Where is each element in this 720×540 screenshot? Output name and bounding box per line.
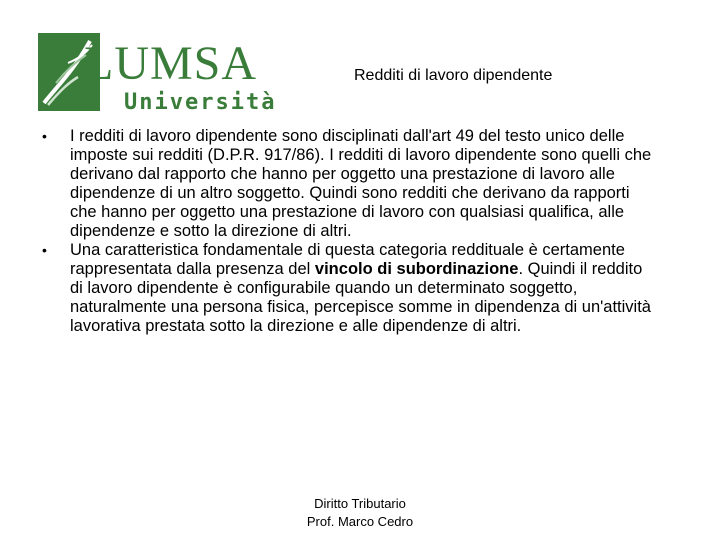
- footer-course: Diritto Tributario: [314, 496, 406, 511]
- bullet-icon: •: [42, 242, 47, 258]
- bullet-item-1: [42, 127, 658, 241]
- lumsa-logo: [38, 33, 278, 113]
- bullet-item-2: [42, 241, 658, 336]
- bullet-text-1: I redditi di lavoro dipendente sono disciplinati dall'art 49 del testo unico delle imposte sui redditi (D.P.R. 917/86). I redditi di lavoro dipendente sono quelli che derivano dal rapporto che hanno per oggetto una prestazione di lavoro alle dipendenze di un altro soggetto. Quindi sono redditi che derivano da rapporti che hanno per oggetto una prestazione di lavoro con qualsiasi qualifica, alle dipendenze e sotto la direzione di altri.: [70, 127, 652, 240]
- bullet-icon: •: [42, 128, 47, 144]
- logo-subtitle: Università: [124, 90, 277, 113]
- bullet-list: [42, 127, 658, 336]
- footer: [240, 495, 480, 531]
- logo-wordmark: LUMSA: [84, 37, 258, 90]
- bullet-text-2-after: . Quindi il reddito di lavoro dipendente è configurabile quando un determinato soggetto, naturalmente una persona fisica, percepisce somme in dipendenza di un'attività lavorativa prestata sotto la direzione e alle dipendenze di altri.: [70, 260, 651, 335]
- bullet-text-2-bold: vincolo di subordinazione: [314, 260, 519, 278]
- footer-professor: Prof. Marco Cedro: [306, 514, 414, 529]
- slide-title: Redditi di lavoro dipendente: [354, 67, 553, 84]
- bullet-text-2-before: Una caratteristica fondamentale di questa categoria reddituale è certamente rappresentata dalla presenza del: [70, 241, 625, 278]
